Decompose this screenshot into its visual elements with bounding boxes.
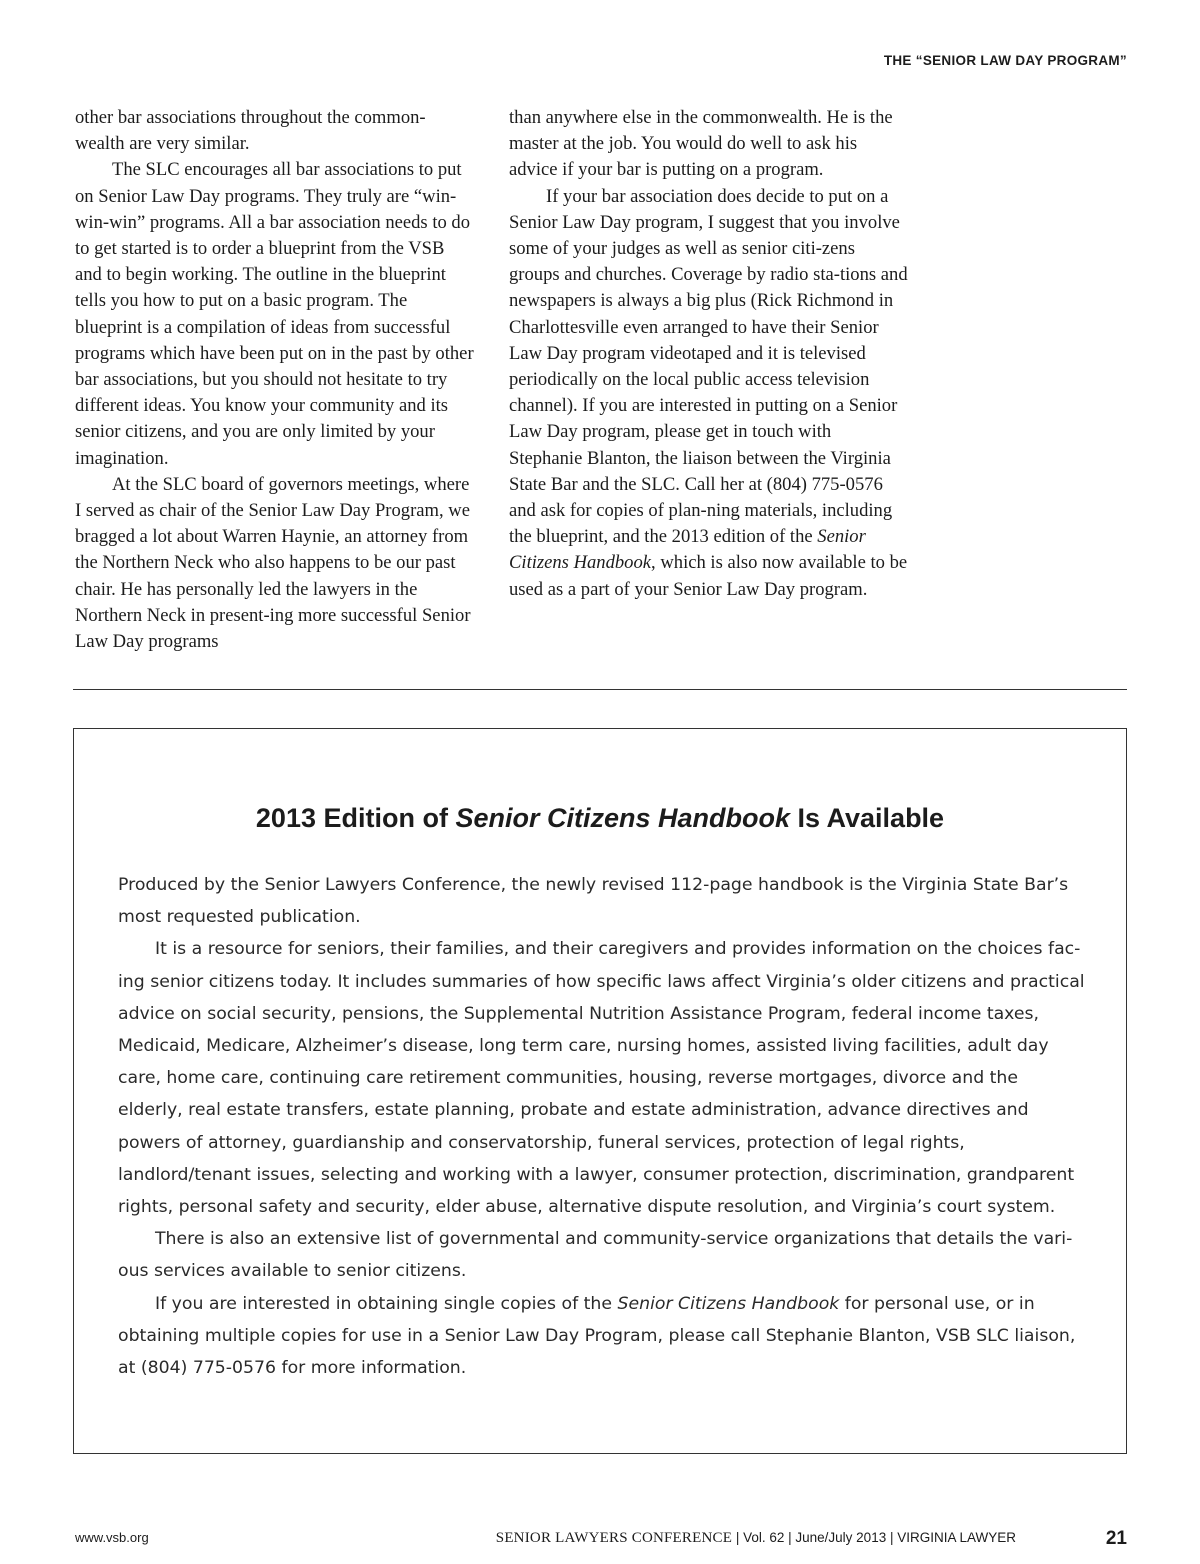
book-title-italic: Senior Citizens Handbook [617,1293,840,1314]
sidebar-body [118,869,1088,1384]
section-divider [73,689,1127,690]
paragraph: It is a resource for seniors, their families, and their caregivers and provides information on the choices fac-ing senior citizens today. It includes summaries of how specific laws affect Virginia’s older citizens and practical advice on social security, pensions, the Supplemental Nutrition Assistance Program, federal income taxes, Medicaid, Medicare, Alzheimer’s disease, long term care, nursing homes, assisted living facilities, adult day care, home care, continuing care retirement communities, housing, reverse mortgages, divorce and the elderly, real estate transfers, estate planning, probate and estate administration, advance directives and powers of attorney, guardianship and conservatorship, funeral services, protection of legal rights, landlord/tenant issues, selecting and working with a lawyer, consumer protection, discrimination, grandparent rights, personal safety and security, elder abuse, alternative dispute resolution, and Virginia’s court system. [118,939,1085,1218]
article-column-left [75,105,475,655]
paragraph-text: If you are interested in obtaining single copies of the [155,1293,618,1314]
footer-issue: | Vol. 62 | June/July 2013 | VIRGINIA LAWYER [732,1530,1016,1545]
footer-publication [496,1530,1016,1547]
sidebar-title-text: 2013 Edition of [255,803,456,833]
paragraph-text: If your bar association does decide to put on a Senior Law Day program, I suggest that you involve some of your judges as well as senior citi-zens groups and churches. Coverage by radio sta-tions and newspapers is always a big plus (Rick Richmond in Charlottesville even arranged to have their Senior Law Day program videotaped and it is televised periodically on the local public access television channel). If you are interested in putting on a Senior Law Day program, please get in touch with Stephanie Blanton, the liaison between the Virginia State Bar and the SLC. Call her at (804) 775-0576 and ask for copies of plan-ning materials, including the blueprint, and the 2013 edition of the [509,185,908,548]
paragraph [118,1288,1088,1385]
paragraph: The SLC encourages all bar associations to put on Senior Law Day programs. They truly are “win-win-win” programs. All a bar association needs to do to get started is to order a blueprint from the VSB and to begin working. The outline in the blueprint tells you how to put on a basic program. The blueprint is a compilation of ideas from successful programs which have been put on in the past by other bar associations, but you should not hesitate to try different ideas. You know your community and its senior citizens, and you are only limited by your imagination. [75,159,474,469]
footer-section: SENIOR LAWYERS CONFERENCE [495,1530,733,1546]
paragraph-text: , which is also now available to be used as a part of your Senior Law Day program. [509,552,908,600]
sidebar-title [74,803,1126,834]
paragraph: than anywhere else in the commonwealth. He is the master at the job. You would do well to ask his advice if your bar is putting on a program. [509,107,893,181]
book-title-italic: Senior Citizens Handbook [509,526,866,574]
sidebar-box [73,728,1127,1454]
sidebar-title-italic: Senior Citizens Handbook [455,803,790,833]
article-column-right [509,105,909,603]
running-header: THE “SENIOR LAW DAY PROGRAM” [883,53,1127,68]
paragraph: Produced by the Senior Lawyers Conference, the newly revised 112-page handbook is the Virginia State Bar’s most requested publication. [118,875,1069,928]
page-number: 21 [1105,1528,1127,1549]
paragraph [509,184,909,603]
footer-website: www.vsb.org [75,1530,149,1545]
paragraph-text: for personal use, or in obtaining multiple copies for use in a Senior Law Day Program, please call Stephanie Blanton, VSB SLC liaison, at (804) 775-0576 for more information. [118,1293,1076,1379]
paragraph: There is also an extensive list of governmental and community-service organizations that details the vari-ous services available to senior citizens. [118,1229,1073,1282]
paragraph: other bar associations throughout the common-wealth are very similar. [75,107,426,155]
sidebar-title-text: Is Available [790,803,945,833]
paragraph: At the SLC board of governors meetings, where I served as chair of the Senior Law Day Program, we bragged a lot about Warren Haynie, an attorney from the Northern Neck who also happens to be our past chair. He has personally led the lawyers in the Northern Neck in present-ing more successful Senior Law Day programs [75,473,471,653]
